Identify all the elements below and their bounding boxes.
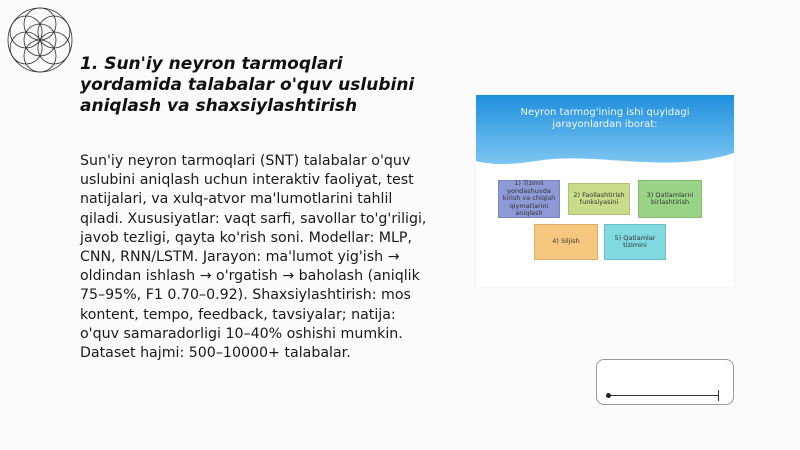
- process-step-5: 5) Qatlamlar tizimini: [604, 224, 666, 260]
- flower-of-life-logo-icon: [4, 4, 76, 76]
- process-step-2: 2) Faollashtirish funksiyasini: [568, 183, 630, 215]
- timeline-end-marker-icon: [718, 390, 719, 401]
- slide-body-text: Sun'iy neyron tarmoqlari (SNT) talabalar o'quv uslubini aniqlash uchun interaktiv faoliyat, test natijalari, va xulq-atvor ma'lumotlarini tahlil qiladi. Xususiyatlar: vaqt sarfi, savollar to'g'riligi, javob tezligi, qayta ko'rish soni. Modellar: MLP, CNN, RNN/LSTM. Jarayon: ma'lumot yig'ish → oldindan ishlash → o'rgatish → baholash (aniqlik 75–95%, F1 0.70–0.92). Shaxsiylashtirish: mos kontent, tempo, feedback, tavsiyalar; natija: o'quv samaradorligi 10–40% oshishi mumkin. Dataset hajmi: 500–10000+ talabalar.: [80, 153, 427, 362]
- process-step-3: 3) Qatlamlarni birlashtirish: [638, 180, 702, 218]
- slide-title: 1. Sun'iy neyron tarmoqlari yordamida talabalar o'quv uslubini aniqlash va shaxsiylashtirish: [80, 54, 415, 116]
- figure-header-text: Neyron tarmog'ining ishi quyidagi jarayonlardan iborat:: [520, 107, 690, 130]
- neural-network-process-figure: [476, 95, 734, 287]
- process-step-4: 4) Siljish: [534, 224, 598, 260]
- timeline-handle-icon[interactable]: [606, 393, 611, 398]
- timeline-control-panel[interactable]: [596, 359, 734, 405]
- process-step-1: 1) Tizimli yondashuvda kirish va chiqish qiymatlarini aniqlash: [498, 180, 560, 218]
- timeline-track[interactable]: [609, 395, 719, 396]
